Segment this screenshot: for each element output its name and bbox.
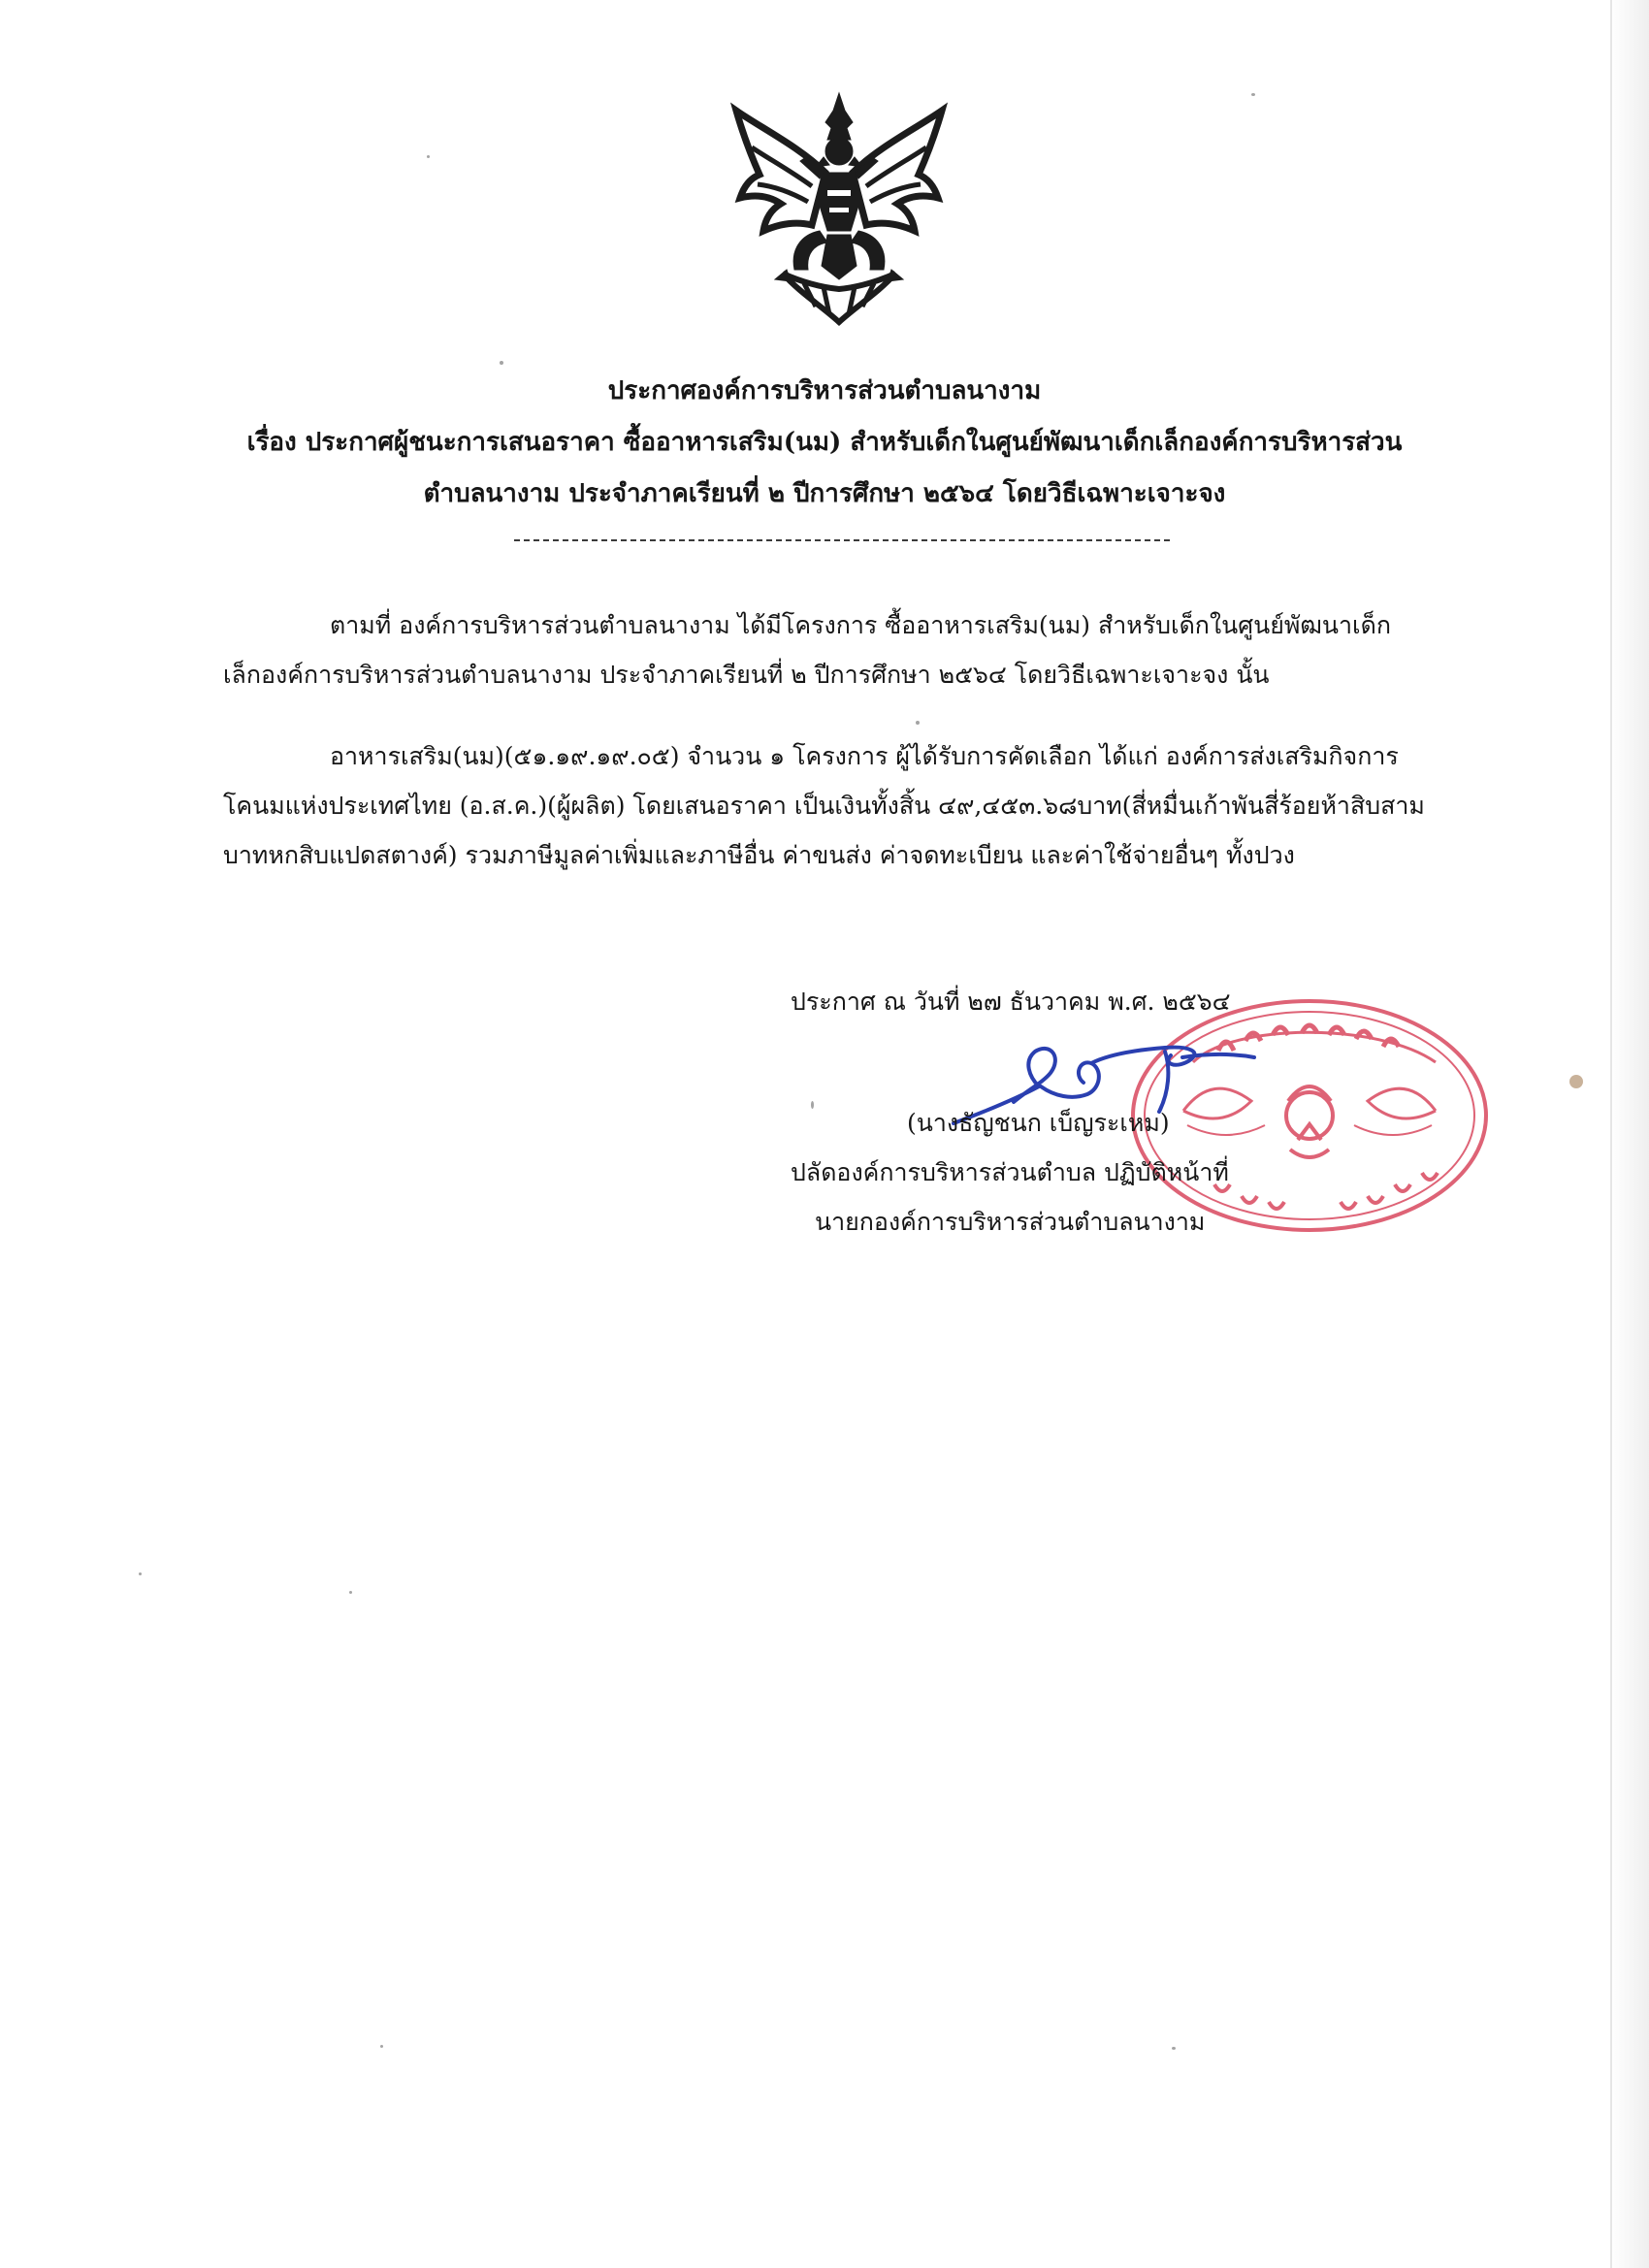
scan-speck <box>349 1591 352 1594</box>
scan-speck <box>1569 1075 1583 1088</box>
document-subject-line-2: ตำบลนางาม ประจำภาคเรียนที่ ๒ ปีการศึกษา ๒๕๖๔ โดยวิธีเฉพาะเจาะจง <box>423 479 1226 508</box>
signer-position-1: ปลัดองค์การบริหารส่วนตำบล ปฏิบัติหน้าที่ <box>791 1158 1229 1186</box>
scan-speck <box>427 155 430 158</box>
paragraph-2-line-3: บาทหกสิบแปดสตางค์) รวมภาษีมูลค่าเพิ่มและภาษีอื่น ค่าขนส่ง ค่าจดทะเบียน และค่าใช้จ่ายอื่นๆ ทั้งปวง <box>223 841 1295 869</box>
scan-speck <box>916 721 920 725</box>
document-title: ประกาศองค์การบริหารส่วนตำบลนางาม <box>607 376 1042 405</box>
paragraph-1-line-1: ตามที่ องค์การบริหารส่วนตำบลนางาม ได้มีโครงการ ซื้ออาหารเสริม(นม) สำหรับเด็กในศูนย์พัฒนาเด็ก <box>330 611 1391 639</box>
heading-divider <box>514 539 1170 541</box>
paragraph-1-line-2: เล็กองค์การบริหารส่วนตำบลนางาม ประจำภาคเรียนที่ ๒ ปีการศึกษา ๒๕๖๔ โดยวิธีเฉพาะเจาะจง นั้น <box>223 661 1270 689</box>
paragraph-2-line-1: อาหารเสริม(นม)(๕๑.๑๙.๑๙.๐๕) จำนวน ๑ โครงการ ผู้ได้รับการคัดเลือก ได้แก่ องค์การส่งเสริมกิจการ <box>330 742 1399 770</box>
scan-speck <box>139 1572 142 1575</box>
scan-speck <box>500 361 503 365</box>
announce-date: ประกาศ ณ วันที่ ๒๗ ธันวาคม พ.ศ. ๒๕๖๔ <box>791 988 1231 1016</box>
scan-speck <box>380 2045 383 2048</box>
scan-edge-line <box>1610 0 1612 2268</box>
document-subject-line-1: เรื่อง ประกาศผู้ชนะการเสนอราคา ซื้ออาหารเสริม(นม) สำหรับเด็กในศูนย์พัฒนาเด็กเล็กองค์การบริหารส่วน <box>246 428 1403 457</box>
signer-position-2: นายกองค์การบริหารส่วนตำบลนางาม <box>815 1208 1206 1236</box>
paragraph-2-line-2: โคนมแห่งประเทศไทย (อ.ส.ค.)(ผู้ผลิต) โดยเสนอราคา เป็นเงินทั้งสิ้น ๔๙,๔๕๓.๖๘บาท(สี่หมื่นเก้าพันสี่ร้อยห้าสิบสาม <box>223 792 1425 820</box>
scan-speck <box>1172 2047 1176 2050</box>
scan-speck <box>811 1101 814 1109</box>
signer-name: (นางธัญชนก เบ็ญระเหม) <box>907 1109 1170 1137</box>
garuda-emblem-icon <box>723 89 955 327</box>
scan-speck <box>1251 93 1255 96</box>
scan-edge-shadow <box>1610 0 1649 2268</box>
